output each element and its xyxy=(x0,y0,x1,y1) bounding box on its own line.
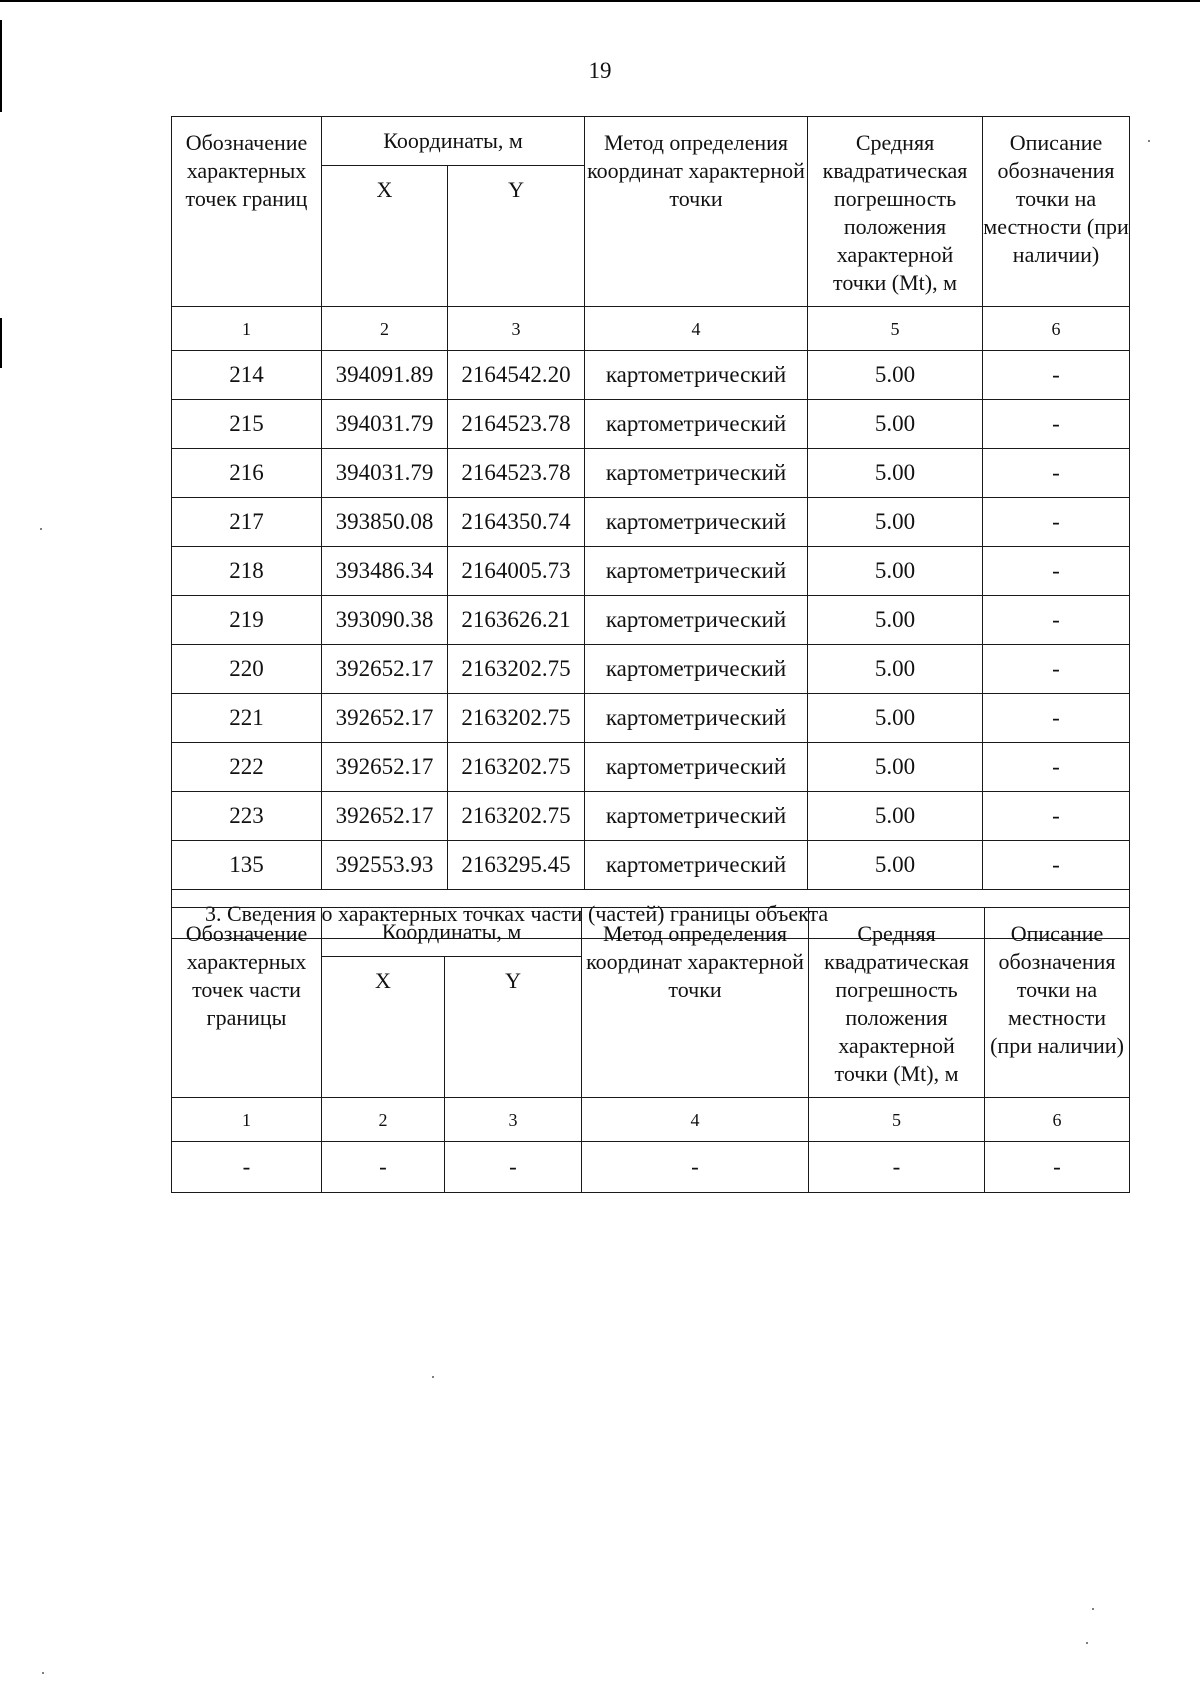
cell-point: 219 xyxy=(172,596,322,645)
cell-point: 222 xyxy=(172,743,322,792)
scan-speck xyxy=(1092,1608,1094,1610)
cell-x: 392652.17 xyxy=(322,694,448,743)
scan-edge-mark-left-2 xyxy=(0,318,2,368)
table-row xyxy=(172,1142,1130,1193)
cell-description: - xyxy=(983,449,1130,498)
cell-point: 220 xyxy=(172,645,322,694)
cell-point: - xyxy=(172,1142,322,1193)
column-number: 2 xyxy=(322,307,448,351)
scan-speck xyxy=(1086,1642,1088,1644)
table-row xyxy=(172,449,1130,498)
cell-accuracy: 5.00 xyxy=(808,792,983,841)
cell-y: 2163202.75 xyxy=(448,694,585,743)
column-number: 2 xyxy=(322,1098,445,1142)
cell-description: - xyxy=(983,596,1130,645)
cell-accuracy: 5.00 xyxy=(808,743,983,792)
header-coordinates: Координаты, м xyxy=(322,117,585,166)
cell-x: 392652.17 xyxy=(322,645,448,694)
column-number: 6 xyxy=(983,307,1130,351)
cell-point: 221 xyxy=(172,694,322,743)
cell-method: картометрический xyxy=(585,547,808,596)
cell-method: картометрический xyxy=(585,792,808,841)
page-number: 19 xyxy=(588,58,612,83)
cell-y: 2163202.75 xyxy=(448,743,585,792)
cell-method: картометрический xyxy=(585,645,808,694)
cell-accuracy: 5.00 xyxy=(808,547,983,596)
cell-method: картометрический xyxy=(585,743,808,792)
scan-edge-mark-top xyxy=(0,0,1200,2)
column-number-row xyxy=(172,307,1130,351)
header-x: X xyxy=(322,957,445,1098)
cell-x: 393090.38 xyxy=(322,596,448,645)
header-coordinates: Координаты, м xyxy=(322,908,582,957)
cell-description: - xyxy=(983,351,1130,400)
cell-accuracy: 5.00 xyxy=(808,351,983,400)
column-number: 5 xyxy=(809,1098,985,1142)
cell-y: 2164542.20 xyxy=(448,351,585,400)
header-accuracy: Средняя квадратическая погрешность положения характерной точки (Mt), м xyxy=(809,908,985,1098)
cell-y: 2163202.75 xyxy=(448,645,585,694)
cell-x: 392553.93 xyxy=(322,841,448,890)
cell-description: - xyxy=(985,1142,1130,1193)
table-row xyxy=(172,743,1130,792)
cell-description: - xyxy=(983,400,1130,449)
cell-method: картометрический xyxy=(585,449,808,498)
points-table xyxy=(171,116,1130,939)
scan-speck xyxy=(432,1376,434,1378)
header-y: Y xyxy=(448,166,585,307)
scan-speck xyxy=(40,528,42,530)
cell-point: 223 xyxy=(172,792,322,841)
header-accuracy: Средняя квадратическая погрешность положения характерной точки (Mt), м xyxy=(808,117,983,307)
table-row xyxy=(172,694,1130,743)
header-method: Метод определения координат характерной точки xyxy=(582,908,809,1098)
cell-x: 394091.89 xyxy=(322,351,448,400)
header-description: Описание обозначения точки на местности (при наличии) xyxy=(983,117,1130,307)
cell-x: 392652.17 xyxy=(322,792,448,841)
cell-accuracy: 5.00 xyxy=(808,841,983,890)
cell-method: картометрический xyxy=(585,596,808,645)
cell-description: - xyxy=(983,547,1130,596)
cell-y: 2163202.75 xyxy=(448,792,585,841)
cell-point: 218 xyxy=(172,547,322,596)
cell-description: - xyxy=(983,498,1130,547)
cell-y: 2163295.45 xyxy=(448,841,585,890)
cell-description: - xyxy=(983,743,1130,792)
column-number-row xyxy=(172,1098,1130,1142)
cell-method: картометрический xyxy=(585,841,808,890)
scan-speck xyxy=(1148,140,1150,142)
header-designation: Обозначение характерных точек границ xyxy=(172,117,322,307)
cell-accuracy: 5.00 xyxy=(808,498,983,547)
cell-description: - xyxy=(983,841,1130,890)
table-row xyxy=(172,351,1130,400)
cell-point: 216 xyxy=(172,449,322,498)
table-row xyxy=(172,645,1130,694)
cell-accuracy: 5.00 xyxy=(808,449,983,498)
cell-method: картометрический xyxy=(585,498,808,547)
cell-x: 393486.34 xyxy=(322,547,448,596)
cell-x: 394031.79 xyxy=(322,449,448,498)
cell-accuracy: 5.00 xyxy=(808,694,983,743)
table-row xyxy=(172,596,1130,645)
header-method: Метод определения координат характерной точки xyxy=(585,117,808,307)
table-row xyxy=(172,547,1130,596)
cell-x: 392652.17 xyxy=(322,743,448,792)
cell-accuracy: 5.00 xyxy=(808,596,983,645)
table-row xyxy=(172,792,1130,841)
header-description: Описание обозначения точки на местности (при наличии) xyxy=(985,908,1130,1098)
cell-y: 2164523.78 xyxy=(448,400,585,449)
column-number: 4 xyxy=(585,307,808,351)
table-row xyxy=(172,498,1130,547)
cell-x: 393850.08 xyxy=(322,498,448,547)
column-number: 5 xyxy=(808,307,983,351)
cell-description: - xyxy=(983,645,1130,694)
cell-description: - xyxy=(983,792,1130,841)
part-points-table xyxy=(171,907,1130,1193)
column-number: 1 xyxy=(172,1098,322,1142)
cell-point: 135 xyxy=(172,841,322,890)
cell-x: 394031.79 xyxy=(322,400,448,449)
scan-speck xyxy=(42,1672,44,1674)
column-number: 6 xyxy=(985,1098,1130,1142)
header-x: X xyxy=(322,166,448,307)
header-designation-part: Обозначение характерных точек части границы xyxy=(172,908,322,1098)
cell-y: 2164523.78 xyxy=(448,449,585,498)
column-number: 4 xyxy=(582,1098,809,1142)
table-row xyxy=(172,400,1130,449)
cell-point: 217 xyxy=(172,498,322,547)
cell-y: 2164005.73 xyxy=(448,547,585,596)
cell-description: - xyxy=(983,694,1130,743)
cell-x: - xyxy=(322,1142,445,1193)
cell-accuracy: - xyxy=(809,1142,985,1193)
cell-method: картометрический xyxy=(585,351,808,400)
table-row xyxy=(172,841,1130,890)
cell-method: - xyxy=(582,1142,809,1193)
cell-method: картометрический xyxy=(585,400,808,449)
cell-y: - xyxy=(445,1142,582,1193)
cell-y: 2164350.74 xyxy=(448,498,585,547)
cell-method: картометрический xyxy=(585,694,808,743)
cell-y: 2163626.21 xyxy=(448,596,585,645)
column-number: 3 xyxy=(445,1098,582,1142)
column-number: 3 xyxy=(448,307,585,351)
cell-accuracy: 5.00 xyxy=(808,645,983,694)
header-y: Y xyxy=(445,957,582,1098)
cell-point: 215 xyxy=(172,400,322,449)
section-3-title: 3. Сведения о характерных точках части (частей) границы объекта xyxy=(172,890,1130,939)
cell-point: 214 xyxy=(172,351,322,400)
cell-accuracy: 5.00 xyxy=(808,400,983,449)
column-number: 1 xyxy=(172,307,322,351)
